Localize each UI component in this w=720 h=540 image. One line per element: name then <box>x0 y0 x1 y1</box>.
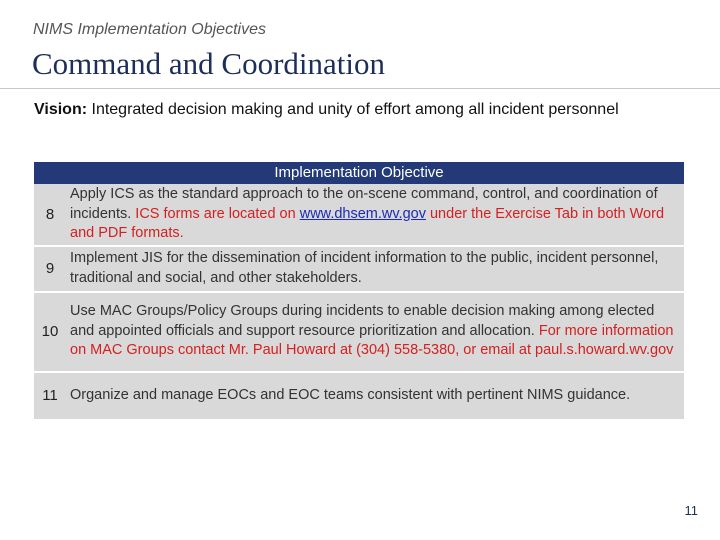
dhsem-link[interactable]: www.dhsem.wv.gov <box>299 205 426 222</box>
slide-title: Command and Coordination <box>32 46 386 81</box>
page-number: 11 <box>684 503 698 518</box>
objective-number: 8 <box>34 184 66 246</box>
objective-text <box>66 292 684 372</box>
objective-note: For more information on MAC Groups contact Mr. Paul Howard at (304) 558-5380, or email at paul.s.howard.wv.gov <box>70 322 674 359</box>
objective-description: Apply ICS as the standard approach to the on-scene command, control, and coordination of incidents. <box>70 186 658 222</box>
objective-text <box>66 372 684 420</box>
note-text: ICS forms are located on <box>135 205 300 222</box>
note-text: under the Exercise Tab in both Word and PDF formats. <box>70 205 665 241</box>
table-row <box>34 246 684 292</box>
objectives-table <box>34 162 684 421</box>
table-header-row <box>34 162 684 184</box>
table-row <box>34 292 684 372</box>
table-row <box>34 372 684 420</box>
objective-text <box>66 184 684 246</box>
table-row <box>34 184 684 246</box>
title-divider <box>0 88 720 89</box>
objective-note <box>70 206 664 242</box>
objective-description: Use MAC Groups/Policy Groups during incidents to enable decision making among elected and appointed officials and support resource prioritization and allocation. <box>70 303 655 339</box>
section-label: NIMS Implementation Objectives <box>33 21 266 38</box>
objective-number: 11 <box>34 372 66 420</box>
vision-label: Vision: <box>34 101 88 118</box>
objective-number: 10 <box>34 292 66 372</box>
objective-description: Implement JIS for the dissemination of incident information to the public, incident personnel, traditional and social, and other stakeholders. <box>70 250 659 286</box>
objective-text <box>66 246 684 292</box>
objective-number: 9 <box>34 246 66 292</box>
table-header: Implementation Objective <box>34 162 684 184</box>
vision-statement <box>34 100 674 120</box>
objective-description: Organize and manage EOCs and EOC teams consistent with pertinent NIMS guidance. <box>70 386 631 403</box>
vision-text: Integrated decision making and unity of effort among all incident personnel <box>87 101 619 118</box>
